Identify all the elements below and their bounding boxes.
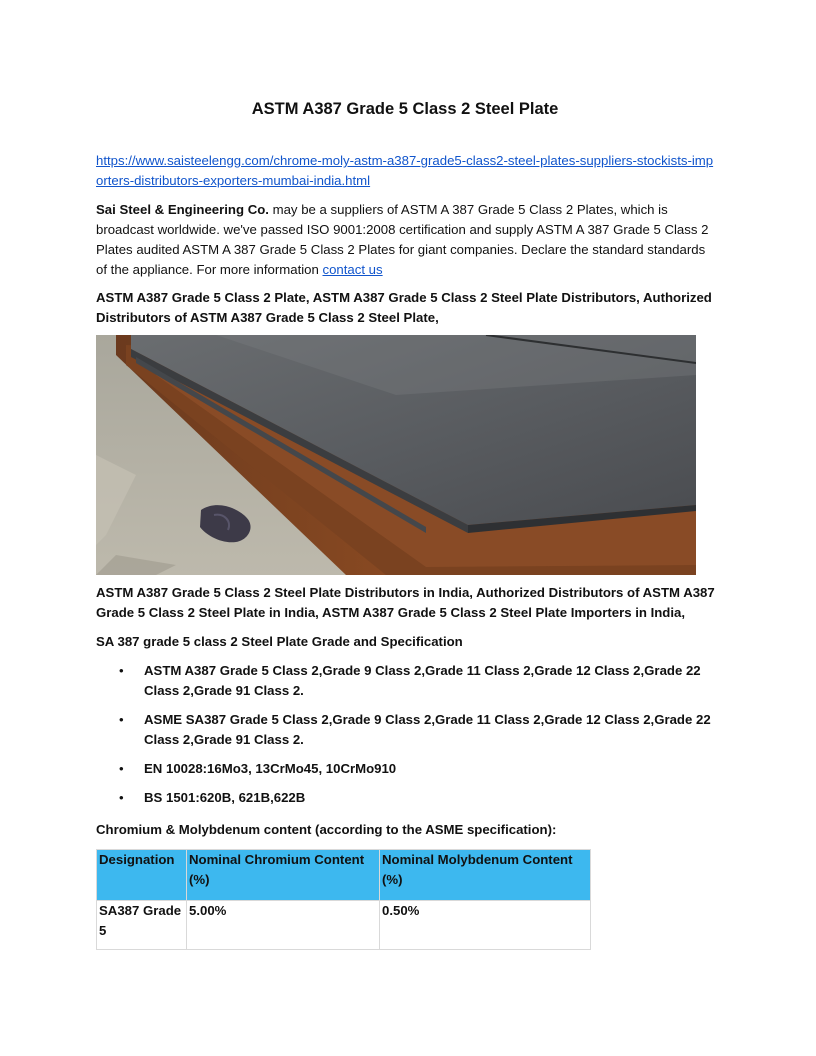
page-title: ASTM A387 Grade 5 Class 2 Steel Plate bbox=[251, 100, 559, 118]
column-header-molybdenum: Nominal Molybdenum Content (%) bbox=[380, 850, 591, 901]
spec-heading: SA 387 grade 5 class 2 Steel Plate Grade and Specification bbox=[96, 634, 463, 649]
contact-us-link[interactable]: contact us bbox=[322, 262, 383, 277]
list-item: • ASTM A387 Grade 5 Class 2,Grade 9 Class 2,Grade 11 Class 2,Grade 12 Class 2,Grade 22 Class 2,Grade 91 Class 2. bbox=[96, 661, 720, 701]
intro-paragraph bbox=[96, 200, 716, 280]
list-item: • BS 1501:620B, 621B,622B bbox=[96, 788, 720, 808]
spec-list bbox=[96, 661, 720, 817]
cell-molybdenum: 0.50% bbox=[380, 901, 591, 950]
list-item: • ASME SA387 Grade 5 Class 2,Grade 9 Class 2,Grade 11 Class 2,Grade 12 Class 2,Grade 22 Class 2,Grade 91 Class 2. bbox=[96, 710, 720, 750]
column-header-chromium: Nominal Chromium Content (%) bbox=[187, 850, 380, 901]
column-header-designation: Designation bbox=[97, 850, 187, 901]
list-item: • EN 10028:16Mo3, 13CrMo45, 10CrMo910 bbox=[96, 759, 720, 779]
keywords-paragraph-1: ASTM A387 Grade 5 Class 2 Plate, ASTM A387 Grade 5 Class 2 Steel Plate Distributors, Authorized Distributors of ASTM A387 Grade 5 Class 2 Steel Plate, bbox=[96, 290, 712, 325]
steel-plate-photo bbox=[96, 335, 696, 575]
company-name: Sai Steel & Engineering Co. bbox=[96, 202, 269, 217]
content-heading: Chromium & Molybdenum content (according to the ASME specification): bbox=[96, 822, 557, 837]
composition-table bbox=[96, 849, 591, 950]
source-url-link[interactable]: https://www.saisteelengg.com/chrome-moly-astm-a387-grade5-class2-steel-plates-suppliers-stockists-importers-distributors-exporters-mumbai-india.html bbox=[96, 153, 714, 188]
keywords-paragraph-2: ASTM A387 Grade 5 Class 2 Steel Plate Distributors in India, Authorized Distributors of ASTM A387 Grade 5 Class 2 Steel Plate in India, ASTM A387 Grade 5 Class 2 Steel Plate Importers in India, bbox=[96, 585, 715, 620]
cell-chromium: 5.00% bbox=[187, 901, 380, 950]
intro-text: may be a suppliers of ASTM A 387 Grade 5 Class 2 Plates, which is broadcast worldwide. we've passed ISO 9001:2008 certification and supply ASTM A 387 Grade 5 Class 2 Plates audited ASTM A 387 Grade 5 Class 2 Plates for giant companies. Declare the standard standards of the appliance. For more information bbox=[96, 202, 709, 277]
table-header-row bbox=[97, 850, 591, 901]
cell-designation: SA387 Grade 5 bbox=[97, 901, 187, 950]
table-row bbox=[97, 901, 591, 950]
